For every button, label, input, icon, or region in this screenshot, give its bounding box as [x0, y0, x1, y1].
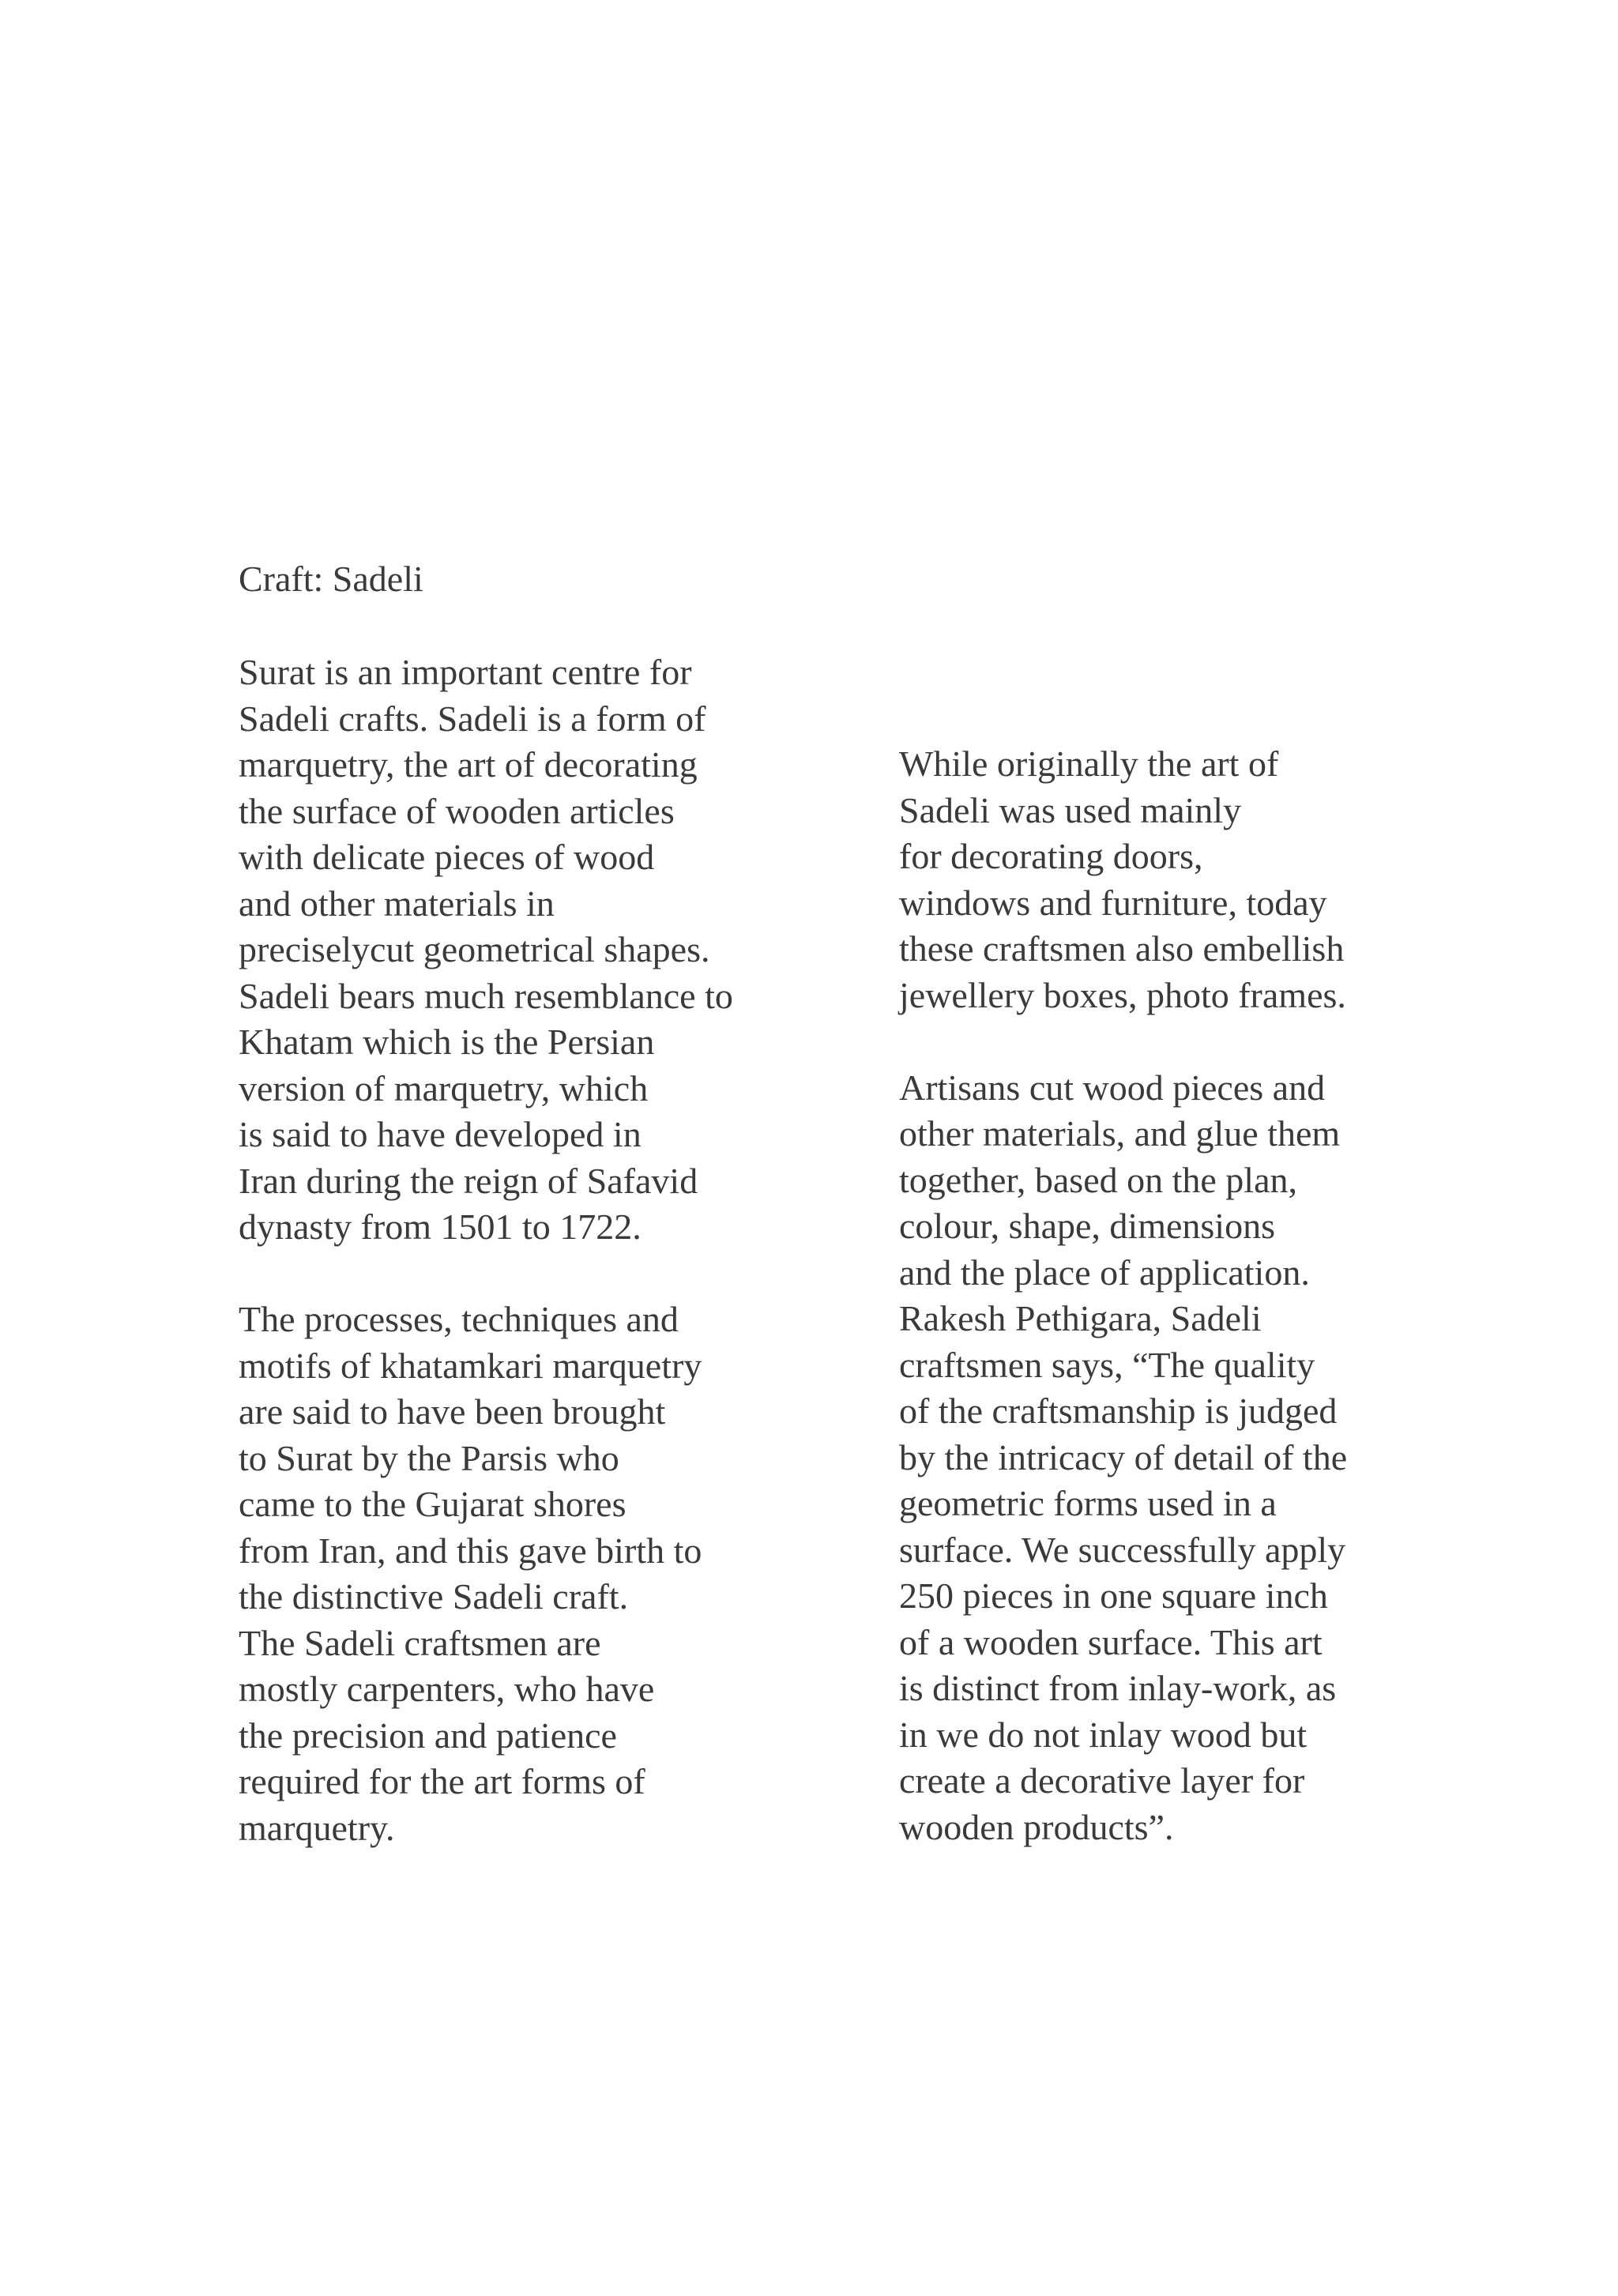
text-line: The processes, techniques and [239, 1299, 679, 1339]
text-line: wooden products”. [899, 1806, 1174, 1847]
text-line: create a decorative layer for [899, 1760, 1305, 1801]
text-line: surface. We successfully apply [899, 1529, 1346, 1570]
text-line: to Surat by the Parsis who [239, 1437, 619, 1478]
text-line: by the intricacy of detail of the [899, 1436, 1348, 1477]
text-line: marquetry, the art of decorating [239, 744, 698, 785]
text-line: of a wooden surface. This art [899, 1621, 1323, 1662]
text-line: the distinctive Sadeli craft. [239, 1576, 629, 1617]
text-line: Sadeli crafts. Sadeli is a form of [239, 698, 706, 739]
text-line: of the craftsmanship is judged [899, 1391, 1338, 1431]
text-line: the surface of wooden articles [239, 790, 675, 831]
text-line: dynasty from 1501 to 1722. [239, 1206, 642, 1247]
text-line: Artisans cut wood pieces and [899, 1067, 1326, 1108]
text-line: for decorating doors, [899, 836, 1203, 876]
text-line: marquetry. [239, 1807, 395, 1848]
text-line: required for the art forms of [239, 1761, 645, 1801]
text-line: and the place of application. [899, 1252, 1310, 1293]
text-line: Rakesh Pethigara, Sadeli [899, 1298, 1262, 1338]
text-line: other materials, and glue them [899, 1113, 1341, 1154]
paragraph-process [899, 1065, 1347, 1851]
right-column [899, 741, 1347, 1897]
text-line: are said to have been brought [239, 1391, 666, 1432]
text-line: Sadeli was used mainly [899, 789, 1242, 830]
left-column [239, 649, 733, 1898]
text-line: mostly carpenters, who have [239, 1669, 655, 1709]
text-line: geometric forms used in a [899, 1483, 1277, 1523]
text-line: Khatam which is the Persian [239, 1022, 655, 1062]
text-line: jewellery boxes, photo frames. [899, 974, 1346, 1015]
text-line: is said to have developed in [239, 1114, 642, 1154]
text-line: version of marquetry, which [239, 1067, 649, 1108]
paragraph-uses [899, 741, 1347, 1018]
text-line: motifs of khatamkari marquetry [239, 1345, 702, 1386]
text-line: Surat is an important centre for [239, 652, 692, 692]
text-line: Iran during the reign of Safavid [239, 1160, 698, 1201]
text-line: craftsmen says, “The quality [899, 1344, 1315, 1385]
text-line: came to the Gujarat shores [239, 1484, 627, 1524]
text-line: these craftsmen also embellish [899, 928, 1345, 969]
page-title: Craft: Sadeli [239, 559, 423, 599]
text-line: together, based on the plan, [899, 1159, 1298, 1200]
text-line: 250 pieces in one square inch [899, 1575, 1328, 1616]
text-line: preciselycut geometrical shapes. [239, 929, 710, 969]
text-line: from Iran, and this gave birth to [239, 1530, 702, 1571]
text-line: in we do not inlay wood but [899, 1714, 1308, 1755]
text-line: and other materials in [239, 883, 555, 924]
text-line: The Sadeli craftsmen are [239, 1622, 601, 1663]
text-line: is distinct from inlay-work, as [899, 1668, 1337, 1708]
text-line: Sadeli bears much resemblance to [239, 975, 733, 1016]
text-line: with delicate pieces of wood [239, 837, 655, 877]
text-line: the precision and patience [239, 1714, 617, 1756]
paragraph-history [239, 1297, 733, 1851]
text-line: windows and furniture, today [899, 882, 1327, 923]
paragraph-intro [239, 649, 733, 1251]
text-line: While originally the art of [899, 743, 1279, 784]
text-line: colour, shape, dimensions [899, 1206, 1275, 1246]
